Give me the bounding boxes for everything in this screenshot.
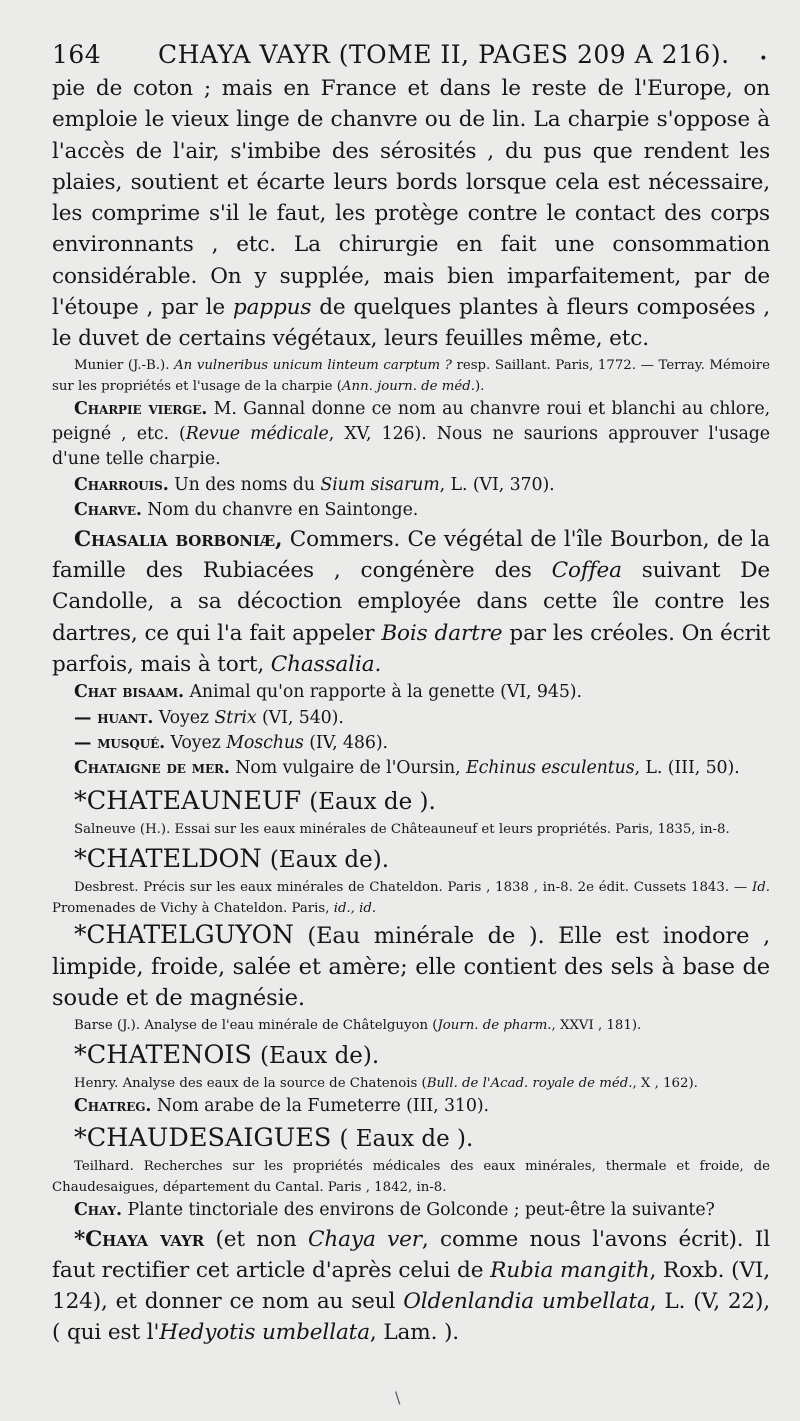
header-mark: •: [759, 51, 768, 67]
entry-chat-musque: — musqué. Voyez Moschus (IV, 486).: [74, 733, 388, 753]
reference-desbrest: Desbrest. Précis sur les eaux minérales de Chateldon. Paris , 1838 , in-8. 2e édit. Cussets 1843. — Id. Promenades de Vichy à Chateldon. Paris, id., id.: [52, 879, 770, 916]
reference-salneuve: Salneuve (H.). Essai sur les eaux minérales de Châteauneuf et leurs propriétés. Paris, 1835, in-8.: [74, 821, 730, 837]
entry-chat-bisaam: Chat bisaam. Animal qu'on rapporte à la genette (VI, 945).: [74, 682, 582, 703]
entry-chasalia: Chasalia borboniæ, Commers. Ce végétal de l'île Bourbon, de la famille des Rubiacées , congénère des Coffea suivant De Candolle, a sa décoction employée dans cette île contre les dartres, ce qui l'a fait appeler Bois dartre par les créoles. On écrit parfois, mais à tort, Chassalia.: [52, 526, 771, 677]
entry-chay: Chay. Plante tinctoriale des environs de Golconde ; peut-être la suivante?: [74, 1200, 715, 1221]
entry-charrouis: Charrouis. Un des noms du Sium sisarum, L. (VI, 370).: [74, 474, 555, 495]
reference-barse: Barse (J.). Analyse de l'eau minérale de Châtelguyon (Journ. de pharm., XXVI , 181).: [74, 1017, 642, 1033]
entry-chaya-vayr: *Chaya vayr (et non Chaya ver, comme nous l'avons écrit). Il faut rectifier cet article d'après celui de Rubia mangith, Roxb. (VI, 124), et donner ce nom au seul Oldenlandia umbellata, L. (V, 22), ( qui est l'Hedyotis umbellata, Lam. ).: [52, 1226, 771, 1346]
entry-chatelguyon: *CHATELGUYON (Eau minérale de ). Elle est inodore , limpide, froide, salée et amère; elle contient des sels à base de soude et de magnésie.: [52, 919, 770, 1012]
reference-munier: Munier (J.-B.). An vulneribus unicum linteum carptum ? resp. Saillant. Paris, 1772. — Terray. Mémoire sur les propriétés et l'usage de la charpie (Ann. journ. de méd.).: [52, 357, 770, 394]
page-number: 164: [52, 40, 102, 69]
page-header: [52, 40, 770, 69]
heading-chatenois: *CHATENOIS (Eaux de).: [74, 1039, 380, 1070]
reference-henry: Henry. Analyse des eaux de la source de Chatenois (Bull. de l'Acad. royale de méd., X , 162).: [74, 1075, 698, 1091]
entry-charve: Charve. Nom du chanvre en Saintonge.: [74, 500, 419, 521]
entry-chat-huant: — huant. Voyez Strix (VI, 540).: [74, 707, 344, 728]
charpie-continuation: pie de coton ; mais en France et dans le reste de l'Europe, on emploie le vieux linge de chanvre ou de lin. La charpie s'oppose à l'accès de l'air, s'imbibe des sérosités , du pus que rendent les plaies, soutient et écarte leurs bords lorsque cela est nécessaire, les comprime s'il le faut, les protège contre le contact des corps environnants , etc. La chirurgie en fait une consommation considérable. On y supplée, mais bien imparfaitement, par de l'étoupe , par le pappus de quelques plantes à fleurs composées , le duvet de certains végétaux, leurs feuilles même, etc.: [52, 76, 771, 352]
running-title: CHAYA VAYR (TOME II, PAGES 209 A 216).: [158, 40, 730, 69]
heading-chaudesaigues: *CHAUDESAIGUES ( Eaux de ).: [74, 1123, 474, 1154]
reference-teilhard: Teilhard. Recherches sur les propriétés médicales des eaux minérales, thermale et froide, de Chaudesaigues, département du Cantal. Paris , 1842, in-8.: [52, 1159, 770, 1196]
heading-chateauneuf: *CHATEAUNEUF (Eaux de ).: [74, 785, 436, 816]
entry-chatreg: Chatreg. Nom arabe de la Fumeterre (III, 310).: [74, 1095, 489, 1116]
entry-chataigne-de-mer: Chataigne de mer. Nom vulgaire de l'Oursin, Echinus esculentus, L. (III, 50).: [74, 758, 740, 779]
footer-mark: \: [395, 1388, 401, 1407]
heading-chateldon: *CHATELDON (Eaux de).: [74, 843, 390, 874]
entry-charpie-vierge: Charpie vierge. M. Gannal donne ce nom au chanvre roui et blanchi au chlore, peigné , etc. (Revue médicale, XV, 126). Nous ne saurions approuver l'usage d'une telle charpie.: [52, 398, 770, 470]
